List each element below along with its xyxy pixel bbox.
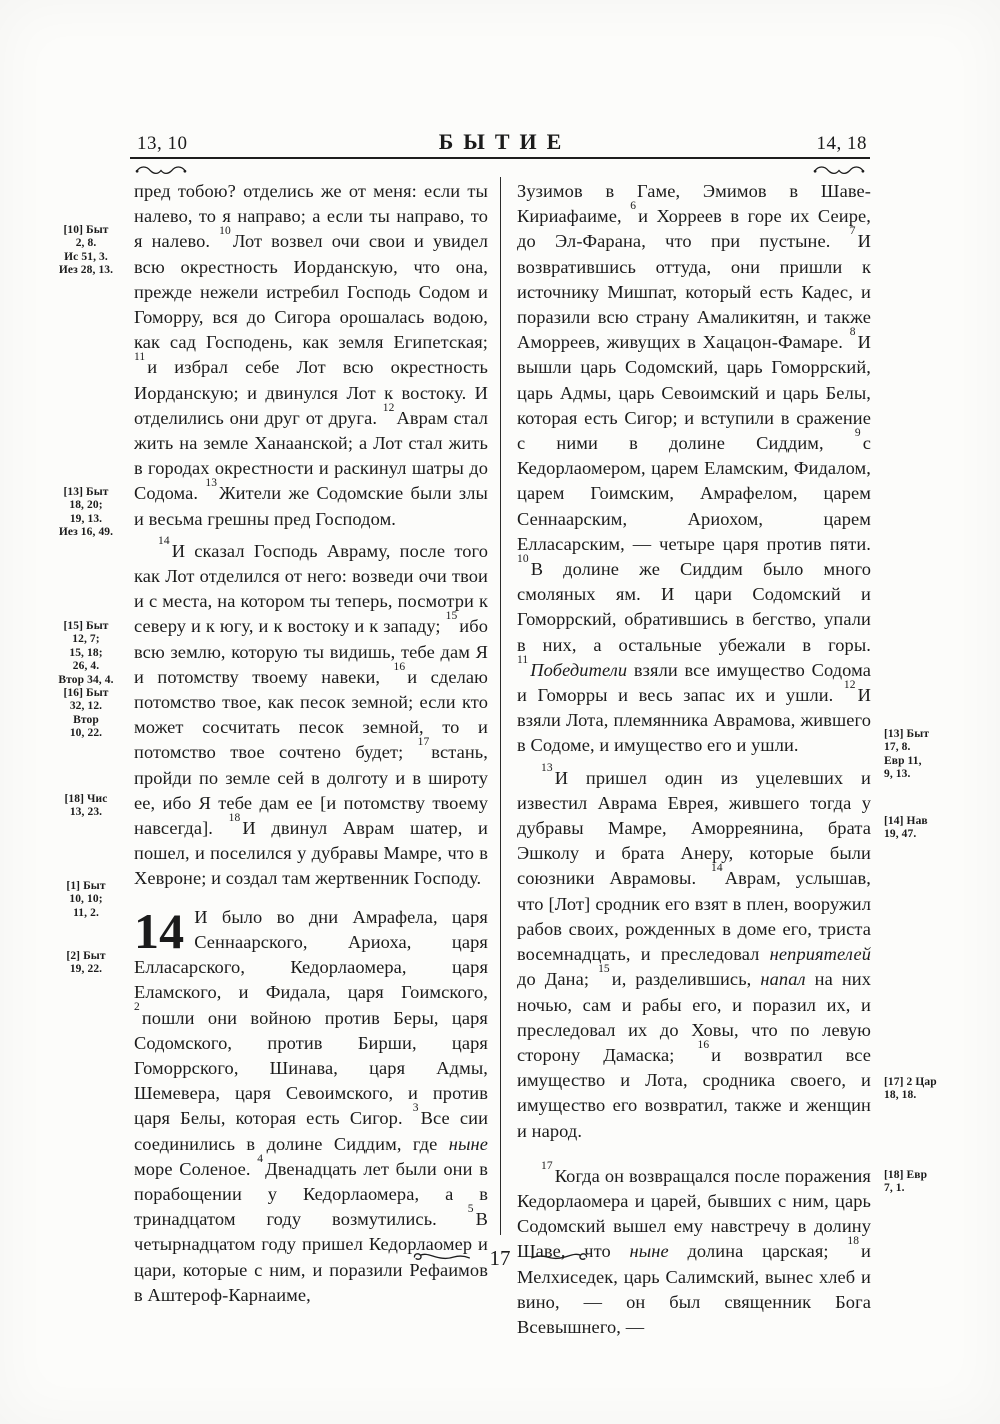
cross-reference-line: 18, 20; bbox=[69, 499, 103, 512]
cross-reference-line: 7, 1. bbox=[884, 1182, 905, 1195]
cross-reference-line: Иез 28, 13. bbox=[58, 264, 114, 277]
cross-reference-line: 26, 4. bbox=[72, 660, 100, 673]
verse-number: 12 bbox=[843, 678, 856, 691]
emphasized-text: ныне bbox=[629, 1241, 669, 1262]
cross-reference-line: [1] Быт bbox=[66, 880, 106, 892]
cross-reference-line: [15] Быт bbox=[63, 620, 109, 632]
scripture-paragraph: $^{17}$Когда он возвращался после поражения Кедорлаомера и царей, бывших с ним, царь Содомский вышел ему навстречу в долину Шаве, что ныне долина царская; $^{18}$и Мелхиседек, царь Салимский, вынес хлеб и вино, — он был священник Бога Всевышнего, — bbox=[517, 1159, 871, 1337]
verse-number: 13 bbox=[541, 761, 553, 774]
margin-cross-reference bbox=[884, 728, 984, 782]
verse-number: 16 bbox=[393, 660, 406, 673]
verse-number: 2 bbox=[134, 1001, 140, 1014]
verse-number: 16 bbox=[697, 1038, 710, 1051]
margin-cross-reference bbox=[884, 815, 984, 842]
cross-reference-line: 19, 47. bbox=[884, 828, 917, 841]
cross-reference-line: 12, 7; bbox=[72, 633, 100, 646]
cross-reference-line: 2, 8. bbox=[75, 237, 97, 250]
scripture-paragraph: Зузимов в Гаме, Эмимов в Шаве-Кириафаиме, $^6$и Хорреев в горе их Сеире, до Эл-Фарана, что при пустыне. $^7$И возвратившись оттуда, они пришли к источнику Мишпат, который есть Кадес, и поразили всю страну Амаликитян, и также Аморреев, живущих в Хацацон-Фамаре. $^8$И вышли царь Содомский, царь Гоморрский, царь Адмы, царь Севоимский и царь Белы, которая есть Сигор; и вступили в сражение с ними в долине Сиддим, $^9$с Кедорлаомером, царем Еламским, Фидалом, царем Гоимским, Амрафелом, царем Сеннаарским, Ариохом, царем Елласарским, — четыре царя против пяти. $^{10}$В долине же Сиддим было много смоляных ям. И цари Содомский и Гоморрский, обратившись в бегство, упали в них, а остальные убежали в горы. $^{11}$Победители взяли все имущество Содома и Гоморры и весь запас их и ушли. $^{12}$И взяли Лота, племянника Аврамова, жившего в Содоме, и имущество его и ушли. bbox=[517, 181, 871, 756]
cross-reference-line: 17, 8. bbox=[884, 741, 911, 754]
verse-number: 7 bbox=[849, 225, 856, 238]
margin-cross-reference bbox=[34, 880, 138, 920]
verse-number: 18 bbox=[228, 811, 241, 824]
cross-reference-line: 18, 18. bbox=[884, 1089, 917, 1102]
chapter-number: 14 bbox=[134, 902, 185, 959]
margin-cross-reference bbox=[34, 620, 138, 741]
page-footer bbox=[0, 1246, 1000, 1271]
page-number: 17 bbox=[489, 1246, 511, 1270]
verse-number: 15 bbox=[598, 963, 610, 976]
verse-number: 14 bbox=[711, 862, 723, 875]
verse-number: 4 bbox=[257, 1152, 264, 1165]
column-divider bbox=[500, 177, 501, 1235]
verse-number: 9 bbox=[854, 426, 861, 439]
verse-number: 17 bbox=[417, 736, 430, 749]
cross-reference-line: Втор bbox=[73, 713, 99, 726]
header-rule bbox=[130, 157, 870, 159]
cross-reference-line: Евр 11, bbox=[884, 754, 922, 767]
flourish-icon bbox=[410, 1250, 472, 1268]
cross-reference-line: [18] Евр bbox=[884, 1169, 928, 1181]
page-title: БЫТИЕ bbox=[438, 129, 572, 154]
cross-reference-line: [18] Чис bbox=[64, 793, 108, 805]
margin-cross-reference bbox=[34, 224, 138, 278]
verse-number: 15 bbox=[445, 610, 458, 623]
verse-number: 10 bbox=[219, 225, 231, 238]
verse-number: 11 bbox=[517, 653, 529, 666]
verse-number: 10 bbox=[517, 552, 529, 565]
emphasized-text: напал bbox=[760, 969, 806, 990]
verse-number: 13 bbox=[205, 477, 218, 490]
margin-cross-reference bbox=[34, 486, 138, 540]
scripture-paragraph: $^{13}$И пришел один из уцелевших и известил Аврама Еврея, жившего тогда у дубравы Мамре, Аморреянина, брата Эшколу и брата Анеру, которые были союзники Аврамовы. $^{14}$Аврам, услышав, что [Лот] сродник его взят в плен, вооружил рабов своих, рожденных в доме его, триста восемнадцать, и преследовал неприятелей до Дана; $^{15}$и, разделившись, напал на них ночью, сам и рабы его, и поразил их, и преследовал их до Ховы, что по левую сторону Дамаска; $^{16}$и возвратил все имущество и Лота, сродника своего, и имущество его возвратил, также и женщин и народ. bbox=[517, 761, 872, 1141]
verse-number: 17 bbox=[541, 1159, 553, 1172]
verse-number: 3 bbox=[412, 1102, 419, 1115]
verse-number: 5 bbox=[467, 1203, 474, 1215]
text-column-right bbox=[517, 179, 871, 1340]
verse-number: 11 bbox=[134, 351, 146, 364]
text-column-left bbox=[134, 179, 488, 1308]
margin-cross-reference bbox=[884, 1076, 984, 1103]
verse-number: 14 bbox=[158, 534, 170, 547]
cross-reference-line: [10] Быт bbox=[63, 224, 109, 236]
margin-cross-reference bbox=[884, 1169, 984, 1196]
cross-reference-line: 10, 10; bbox=[69, 893, 103, 906]
cross-reference-line: 11, 2. bbox=[73, 906, 99, 919]
flourish-icon bbox=[529, 1250, 591, 1268]
cross-reference-line: 10, 22. bbox=[69, 727, 103, 740]
cross-reference-line: [14] Нав bbox=[884, 815, 928, 827]
cross-reference-line: 13, 23. bbox=[69, 806, 103, 819]
verse-number: 8 bbox=[849, 326, 856, 339]
cross-reference-line: 32, 12. bbox=[69, 700, 103, 713]
emphasized-text: ныне bbox=[448, 1133, 488, 1154]
cross-reference-line: 19, 22. bbox=[69, 963, 103, 976]
cross-reference-line: [16] Быт bbox=[63, 687, 109, 700]
scripture-paragraph: $^{14}$И сказал Господь Авраму, после того как Лот отделился от него: возведи очи твои и с места, на котором ты теперь, посмотри к северу и к югу, и к востоку и к западу; $^{15}$ибо всю землю, которую ты видишь, тебе дам Я и потомству твоему навеки, $^{16}$и сделаю потомство твое, как песок земной; если кто может сосчитать песок земной, то и потомство твое сочтено будет; $^{17}$встань, пройди по земле сей в долготу и в широту ее, ибо Я тебе дам ее [и потомству твоему навсегда]. $^{18}$И двинул Аврам шатер, и пошел, и поселился у дубравы Мамре, что в Хевроне; и создал там жертвенник Господу. bbox=[134, 534, 488, 889]
cross-reference-line: [13] Быт bbox=[884, 728, 930, 740]
verse-number: 18 bbox=[847, 1235, 860, 1248]
emphasized-text: Победители bbox=[530, 659, 628, 680]
verse-number: 12 bbox=[382, 401, 395, 414]
cross-reference-line: [13] Быт bbox=[63, 486, 109, 498]
cross-reference-line: 9, 13. bbox=[884, 768, 911, 781]
verse-number: 6 bbox=[630, 200, 637, 213]
header-verse-ref-right: 14, 18 bbox=[816, 133, 867, 154]
scripture-paragraph: пред тобою? отделись же от меня: если ты налево, то я направо; а если ты направо, то я налево. $^{10}$Лот возвел очи свои и увидел всю окрестность Иорданскую, что она, прежде нежели истребил Господь Содом и Гоморру, вся до Сигора орошалась водою, как сад Господень, как земля Египетская; $^{11}$и избрал себе Лот всю окрестность Иорданскую; и двинулся Лот к востоку. И отделились они друг от друга. $^{12}$Аврам стал жить на земле Ханаанской; а Лот стал жить в городах окрестности и раскинул шатры до Содома. $^{13}$Жители же Содомские были злы и весьма грешны пред Господом. bbox=[134, 181, 488, 529]
cross-reference-line: [17] 2 Цар bbox=[884, 1076, 937, 1088]
emphasized-text: неприятелей bbox=[769, 944, 871, 965]
cross-reference-line: Втор 34, 4. bbox=[58, 673, 114, 686]
cross-reference-line: 15, 18; bbox=[69, 646, 103, 659]
cross-reference-line: [2] Быт bbox=[66, 950, 106, 962]
margin-cross-reference bbox=[34, 950, 138, 977]
margin-cross-reference bbox=[34, 793, 138, 820]
cross-reference-line: 19, 13. bbox=[69, 512, 103, 525]
cross-reference-line: Иез 16, 49. bbox=[58, 526, 114, 539]
chapter-paragraph: 14 И было во дни Амрафела, царя Сеннаарского, Ариоха, царя Елласарского, Кедорлаомера, царя Еламского, и Фидала, царя Гоимского, $^2$пошли они войною против Беры, царя Содомского, против Бирши, царя Гоморрского, Шинава, царя Адмы, Шемевера, царя Севоимского, и против царя Белы, которая есть Сигор. $^3$Все сии соединились в долине Сиддим, где ныне море Соленое. $^4$Двенадцать лет были они в порабощении у Кедорлаомера, а в тринадцатом году возмутились. $^5$В четырнадцатом году пришел Кедорлаомер и цари, которые с ним, и поразили Рефаимов в Аштероф-Карнаиме, bbox=[134, 902, 489, 1305]
cross-reference-line: Ис 51, 3. bbox=[64, 250, 108, 263]
header-verse-ref-left: 13, 10 bbox=[137, 133, 188, 154]
